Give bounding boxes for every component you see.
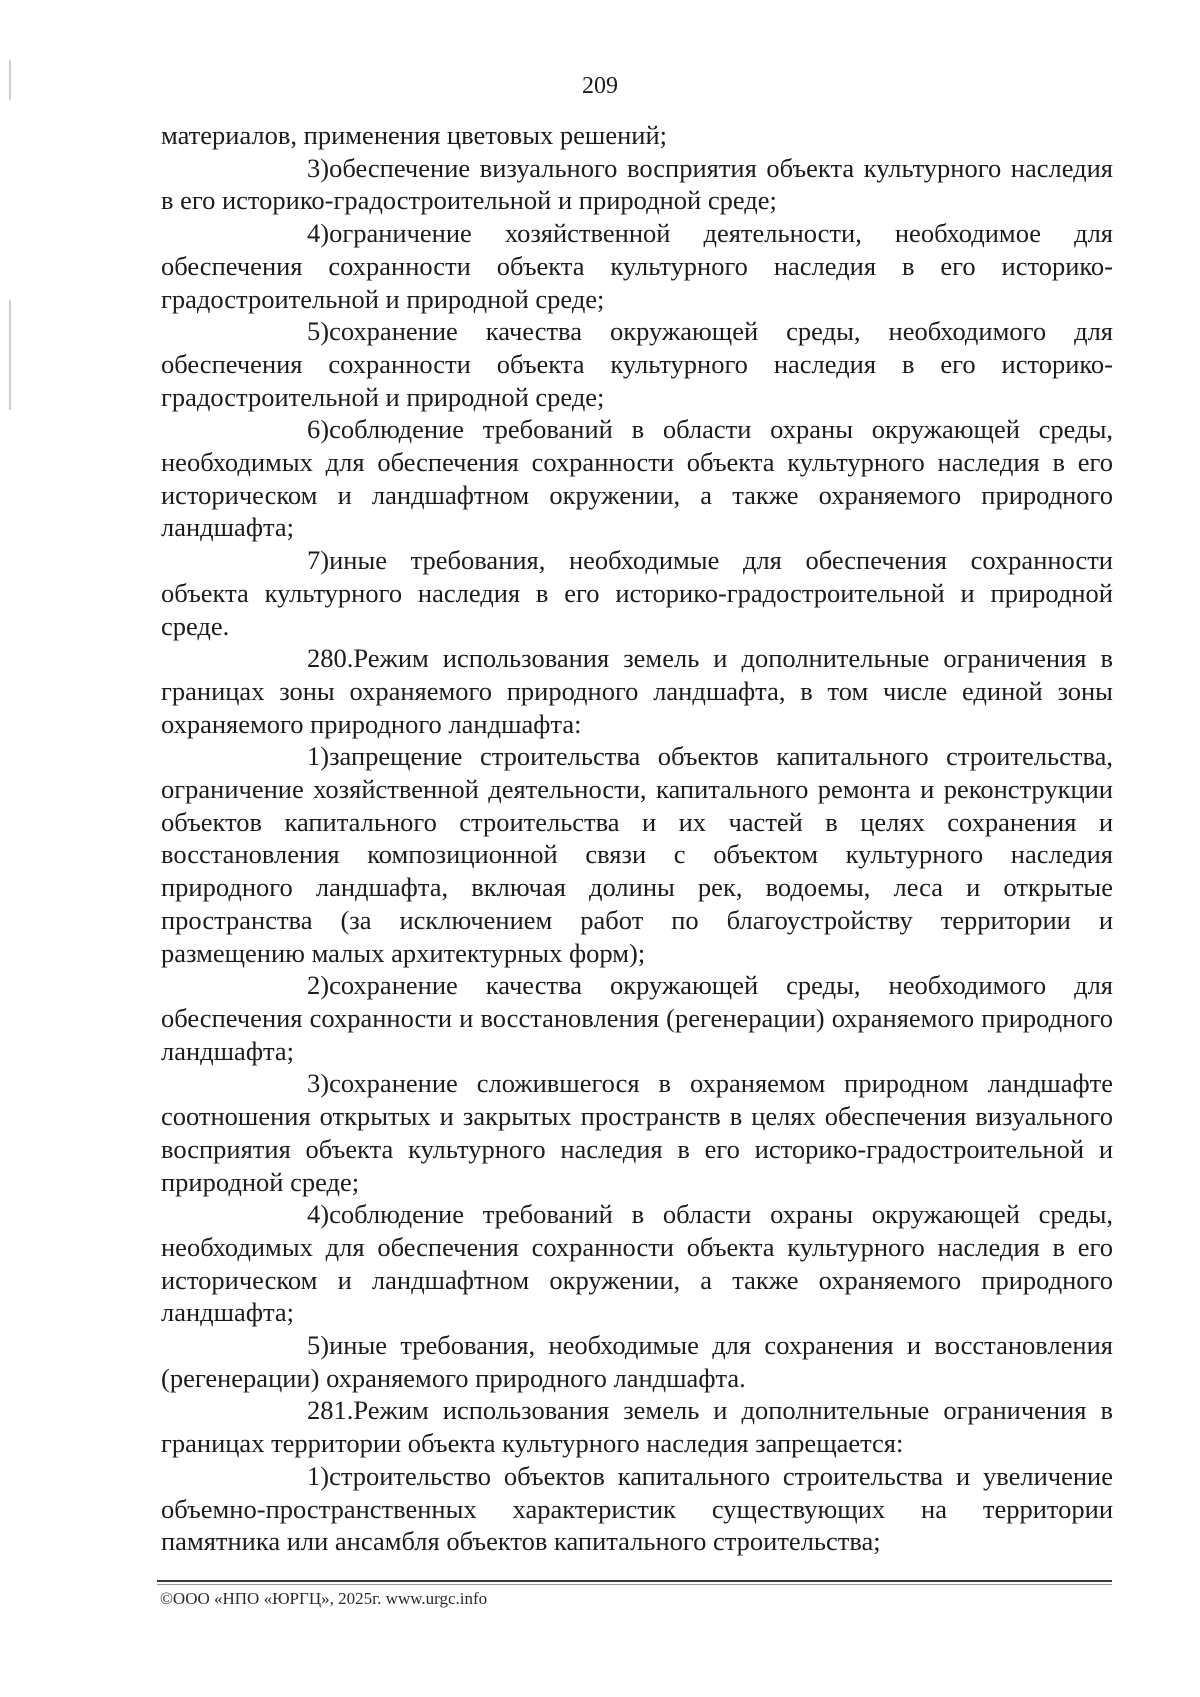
list-item [161,152,1113,217]
item-text: запрещение строительства объектов капитального строительства, ограничение хозяйственной деятельности, капитального ремонта и реконструкции объектов капитального строительства и их частей в целях сохранения и восстановления композиционной связи с объектом культурного наследия природного ландшафта, включая долины рек, водоемы, леса и открытые пространства (за исключением работ по благоустройству территории и размещению малых архитектурных форм); [161,741,1113,968]
list-item [161,1394,1113,1459]
item-text: строительство объектов капитального строительства и увеличение объемно-пространственных характеристик существующих на территории памятника или ансамбля объектов капитального строительства; [161,1460,1113,1557]
item-number: 6) [307,414,330,445]
item-number: 280. [307,643,354,674]
item-text: ограничение хозяйственной деятельности, необходимое для обеспечения сохранности объекта культурного наследия в его историко-градостроительной и природной среде; [161,218,1113,314]
footer-copyright: ©ООО «НПО «ЮРГЦ», 2025г. www.urgc.info [160,1589,488,1608]
item-text: сохранение качества окружающей среды, необходимого для обеспечения сохранности и восстановления (регенерации) охраняемого природного ландшафта; [161,970,1113,1066]
item-text: сохранение качества окружающей среды, необходимого для обеспечения сохранности объекта культурного наследия в его историко-градостроительной и природной среде; [161,316,1113,412]
item-number: 4) [307,218,330,249]
item-text: соблюдение требований в области охраны окружающей среды, необходимых для обеспечения сохранности объекта культурного наследия в его историческом и ландшафтном окружении, а также охраняемого природного ландшафта; [161,414,1113,543]
document-body [161,119,1113,1558]
item-number: 1) [307,1460,330,1491]
item-text: Режим использования земель и дополнительные ограничения в границах территории объекта культурного наследия запрещается: [161,1395,1113,1459]
item-text: иные требования, необходимые для сохранения и восстановления (регенерации) охраняемого природного ландшафта. [161,1330,1113,1393]
list-item [161,1329,1113,1394]
list-item [161,544,1113,642]
list-item [161,1460,1113,1558]
item-number: 4) [307,1199,330,1230]
list-item [161,315,1113,413]
list-item [161,969,1113,1067]
item-number: 3) [307,152,330,183]
item-text: обеспечение визуального восприятия объекта культурного наследия в его историко-градостроительной и природной среде; [161,152,1113,216]
item-number: 7) [307,545,330,576]
item-number: 281. [307,1395,354,1426]
item-text: соблюдение требований в области охраны окружающей среды, необходимых для обеспечения сохранности объекта культурного наследия в его историческом и ландшафтном окружении, а также охраняемого природного ландшафта; [161,1199,1113,1328]
list-item [161,1067,1113,1198]
list-item [161,217,1113,315]
item-text: иные требования, необходимые для обеспечения сохранности объекта культурного наследия в его историко-градостроительной и природной среде. [161,545,1113,641]
item-text: материалов, применения цветовых решений; [161,120,667,150]
list-item [161,413,1113,544]
list-item [161,740,1113,969]
footer-rule [157,1580,1112,1582]
item-number: 5) [307,316,330,347]
footer-rule-thin [157,1584,1112,1585]
item-number: 2) [307,970,330,1001]
list-item [161,1198,1113,1329]
item-text: Режим использования земель и дополнительные ограничения в границах зоны охраняемого природного ландшафта, в том числе единой зоны охраняемого природного ландшафта: [161,643,1113,739]
item-number: 5) [307,1330,330,1361]
item-text: сохранение сложившегося в охраняемом природном ландшафте соотношения открытых и закрытых пространств в целях обеспечения визуального восприятия объекта культурного наследия в его историко-градостроительной и природной среде; [161,1068,1113,1197]
list-item [161,642,1113,740]
scan-margin-mark [9,300,11,410]
item-number: 1) [307,741,330,772]
page-number: 209 [582,73,618,99]
item-number: 3) [307,1068,330,1099]
paragraph-continuation [161,119,1113,152]
